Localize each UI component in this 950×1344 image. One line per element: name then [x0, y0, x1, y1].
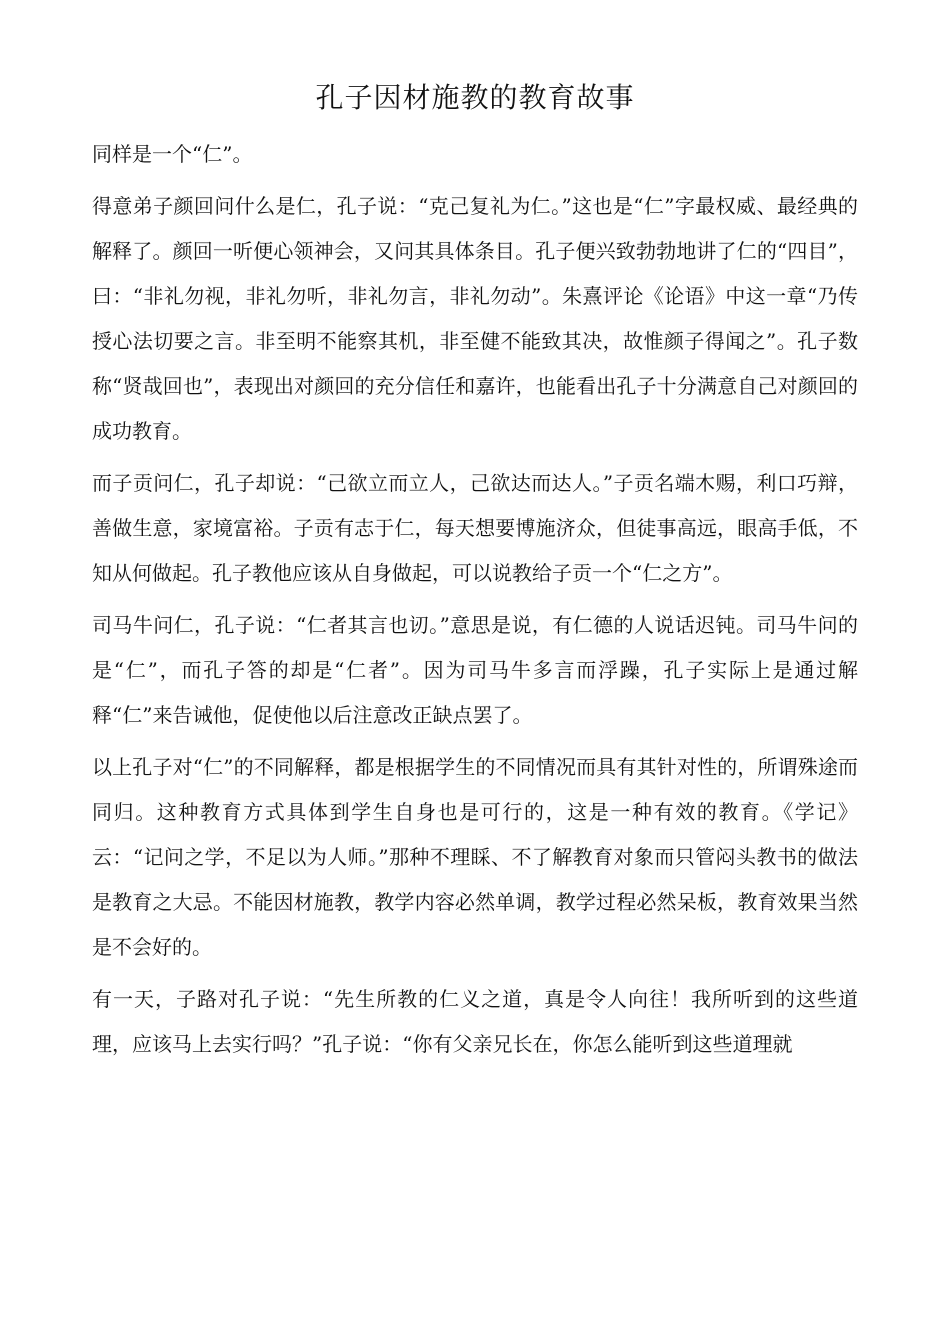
paragraph-3: 而子贡问仁，孔子却说：“己欲立而立人，己欲达而达人。”子贡名端木赐，利口巧辩，善做生意，家境富裕。子贡有志于仁，每天想要博施济众，但徒事高远，眼高手低，不知从何做起。孔子教他应该从自身做起，可以说教给子贡一个“仁之方”。	[92, 471, 858, 585]
paragraph-2: 得意弟子颜回问什么是仁，孔子说：“克己复礼为仁。”这也是“仁”字最权威、最经典的解释了。颜回一听便心领神会，又问其具体条目。孔子便兴致勃勃地讲了仁的“四目”，曰：“非礼勿视，非礼勿听，非礼勿言，非礼勿动”。朱熹评论《论语》中这一章“乃传授心法切要之言。非至明不能察其机，非至健不能致其决，故惟颜子得闻之”。孔子数称“贤哉回也”，表现出对颜回的充分信任和嘉许，也能看出孔子十分满意自己对颜回的成功教育。	[92, 194, 858, 443]
paragraph-4: 司马牛问仁，孔子说：“仁者其言也讱。”意思是说，有仁德的人说话迟钝。司马牛问的是“仁”，而孔子答的却是“仁者”。因为司马牛多言而浮躁，孔子实际上是通过解释“仁”来告诫他，促使他以后注意改正缺点罢了。	[92, 613, 858, 727]
paragraph-6: 有一天，子路对孔子说：“先生所教的仁义之道，真是令人向往！我所听到的这些道理，应该马上去实行吗？”孔子说：“你有父亲兄长在，你怎么能听到这些道理就	[92, 987, 858, 1056]
paragraph-1: 同样是一个“仁”。	[92, 142, 253, 166]
paragraph-5: 以上孔子对“仁”的不同解释，都是根据学生的不同情况而具有其针对性的，所谓殊途而同归。这种教育方式具体到学生自身也是可行的，这是一种有效的教育。《学记》云：“记问之学，不足以为人师。”那种不理睬、不了解教育对象而只管闷头教书的做法是教育之大忌。不能因材施教，教学内容必然单调，教学过程必然呆板，教育效果当然是不会好的。	[92, 755, 858, 959]
document-title: 孔子因材施教的教育故事	[315, 81, 635, 114]
